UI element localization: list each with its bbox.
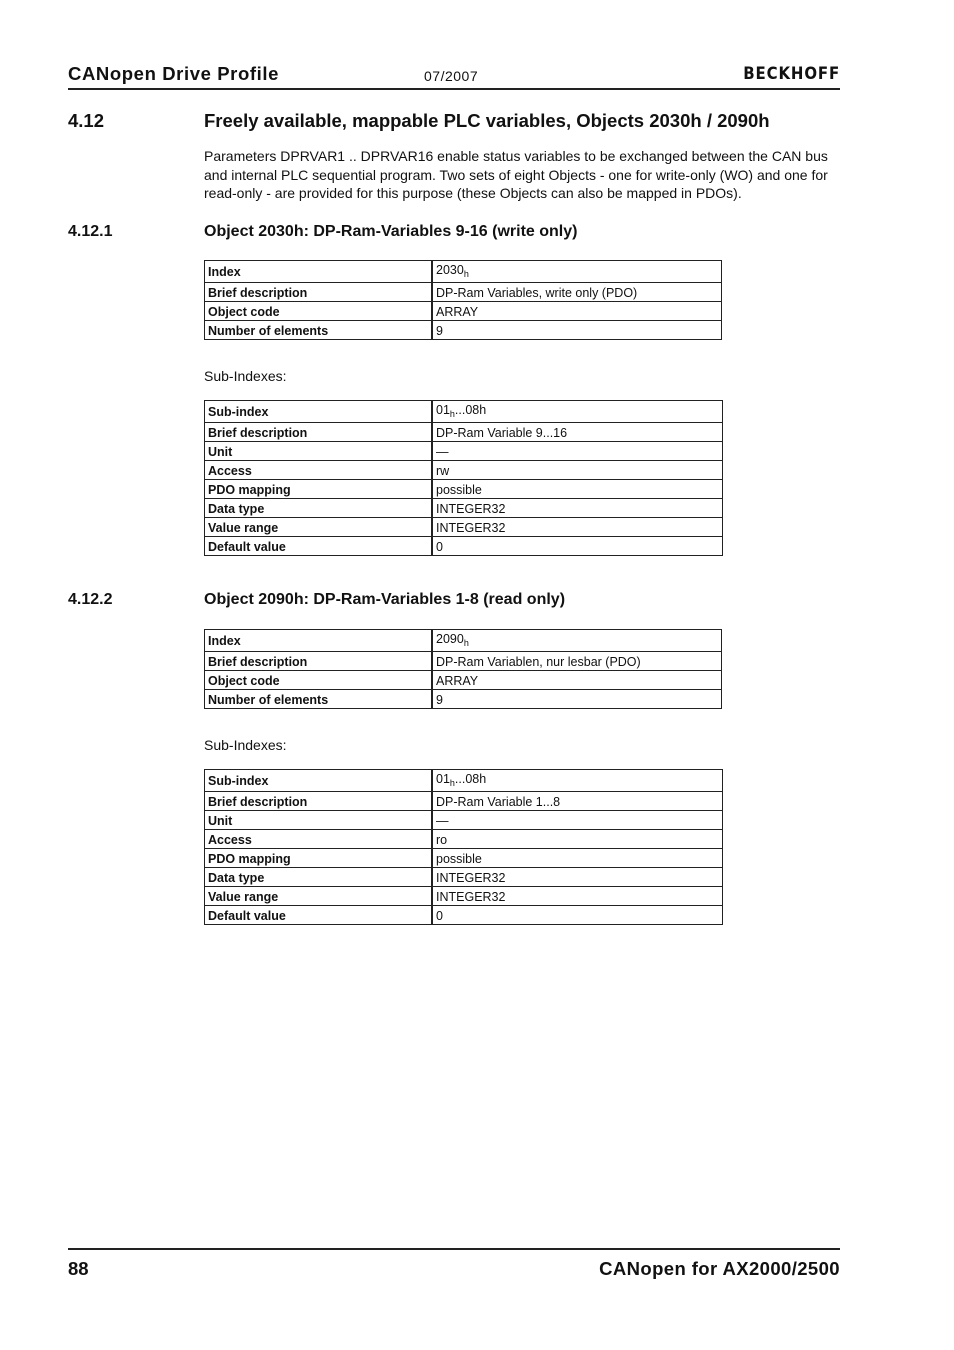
subindex-start: 01 bbox=[436, 772, 450, 786]
row-value: DP-Ram Variable 9...16 bbox=[432, 423, 723, 442]
table-row bbox=[205, 652, 722, 671]
hex-suffix: h bbox=[463, 269, 469, 279]
index-value: 2090 bbox=[436, 632, 464, 646]
row-label: Data type bbox=[205, 499, 433, 518]
row-value: possible bbox=[432, 480, 723, 499]
row-label: Object code bbox=[205, 302, 433, 321]
row-value: INTEGER32 bbox=[432, 868, 723, 887]
page-footer bbox=[68, 1248, 840, 1280]
row-value: INTEGER32 bbox=[432, 499, 723, 518]
table-row bbox=[205, 630, 722, 652]
row-value: 0 bbox=[432, 906, 723, 925]
hex-suffix: h bbox=[449, 409, 455, 419]
table-row bbox=[205, 537, 723, 556]
header-date: 07/2007 bbox=[424, 68, 479, 84]
subindex-table bbox=[204, 400, 723, 556]
sub-indexes-label: Sub-Indexes: bbox=[204, 737, 287, 753]
hex-suffix: h bbox=[463, 638, 469, 648]
row-label: PDO mapping bbox=[205, 849, 433, 868]
row-label: Brief description bbox=[205, 792, 433, 811]
row-label: Sub-index bbox=[205, 770, 433, 792]
table-row bbox=[205, 887, 723, 906]
row-value: ARRAY bbox=[432, 302, 722, 321]
row-value: possible bbox=[432, 849, 723, 868]
row-label: Access bbox=[205, 461, 433, 480]
table-row bbox=[205, 868, 723, 887]
row-value bbox=[432, 401, 723, 423]
table-row bbox=[205, 302, 722, 321]
subindex-end: ...08h bbox=[454, 403, 487, 417]
page-number: 88 bbox=[68, 1258, 89, 1279]
row-label: Data type bbox=[205, 868, 433, 887]
page-header bbox=[68, 62, 840, 90]
row-value: ro bbox=[432, 830, 723, 849]
row-value: DP-Ram Variablen, nur lesbar (PDO) bbox=[432, 652, 722, 671]
row-label: Brief description bbox=[205, 652, 433, 671]
table-row bbox=[205, 849, 723, 868]
table-row bbox=[205, 671, 722, 690]
row-label: Brief description bbox=[205, 423, 433, 442]
table-row bbox=[205, 906, 723, 925]
section-title: Freely available, mappable PLC variables, Objects 2030h / 2090h bbox=[204, 110, 770, 131]
table-row bbox=[205, 461, 723, 480]
row-value: — bbox=[432, 811, 723, 830]
table-row bbox=[205, 423, 723, 442]
index-value: 2030 bbox=[436, 263, 464, 277]
row-value: rw bbox=[432, 461, 723, 480]
row-value bbox=[432, 261, 722, 283]
row-value: DP-Ram Variables, write only (PDO) bbox=[432, 283, 722, 302]
brand-logo: BECKHOFF bbox=[743, 64, 840, 84]
row-label: Number of elements bbox=[205, 690, 433, 709]
subindex-end: ...08h bbox=[454, 772, 487, 786]
hex-suffix: h bbox=[449, 778, 455, 788]
row-value: INTEGER32 bbox=[432, 518, 723, 537]
table-row bbox=[205, 401, 723, 423]
table-row bbox=[205, 283, 722, 302]
table-row bbox=[205, 518, 723, 537]
row-value: INTEGER32 bbox=[432, 887, 723, 906]
row-label: Index bbox=[205, 261, 433, 283]
object-table bbox=[204, 260, 722, 340]
document-title: CANopen for AX2000/2500 bbox=[599, 1258, 840, 1279]
subsection-number: 4.12.1 bbox=[68, 223, 113, 240]
row-value: 0 bbox=[432, 537, 723, 556]
sub-indexes-label: Sub-Indexes: bbox=[204, 368, 287, 384]
row-value: 9 bbox=[432, 690, 722, 709]
subsection-title: Object 2030h: DP-Ram-Variables 9-16 (write only) bbox=[204, 223, 578, 240]
row-value bbox=[432, 630, 722, 652]
table-row bbox=[205, 690, 722, 709]
row-label: Value range bbox=[205, 887, 433, 906]
table-row bbox=[205, 792, 723, 811]
table-row bbox=[205, 811, 723, 830]
row-label: Sub-index bbox=[205, 401, 433, 423]
row-label: Object code bbox=[205, 671, 433, 690]
row-label: Default value bbox=[205, 537, 433, 556]
table-row bbox=[205, 830, 723, 849]
table-row bbox=[205, 261, 722, 283]
table-row bbox=[205, 442, 723, 461]
header-title: CANopen Drive Profile bbox=[68, 63, 279, 84]
section-number: 4.12 bbox=[68, 110, 105, 131]
subindex-table bbox=[204, 769, 723, 925]
row-label: Unit bbox=[205, 811, 433, 830]
row-label: Number of elements bbox=[205, 321, 433, 340]
row-label: Value range bbox=[205, 518, 433, 537]
subsection-title: Object 2090h: DP-Ram-Variables 1-8 (read only) bbox=[204, 591, 566, 608]
subsection-number: 4.12.2 bbox=[68, 591, 113, 608]
object-table bbox=[204, 629, 722, 709]
row-label: PDO mapping bbox=[205, 480, 433, 499]
table-row bbox=[205, 321, 722, 340]
row-value: ARRAY bbox=[432, 671, 722, 690]
row-value bbox=[432, 770, 723, 792]
subindex-start: 01 bbox=[436, 403, 450, 417]
section-paragraph: Parameters DPRVAR1 .. DPRVAR16 enable status variables to be exchanged between the CAN bus and internal PLC sequential program. Two sets of eight Objects - one for write-only (WO) and one for read-only - are provided for this purpose (these Objects can also be mapped in PDOs). bbox=[204, 148, 828, 201]
table-row bbox=[205, 770, 723, 792]
row-value: DP-Ram Variable 1...8 bbox=[432, 792, 723, 811]
row-label: Index bbox=[205, 630, 433, 652]
row-label: Brief description bbox=[205, 283, 433, 302]
row-label: Access bbox=[205, 830, 433, 849]
row-value: 9 bbox=[432, 321, 722, 340]
table-row bbox=[205, 480, 723, 499]
row-value: — bbox=[432, 442, 723, 461]
row-label: Default value bbox=[205, 906, 433, 925]
table-row bbox=[205, 499, 723, 518]
row-label: Unit bbox=[205, 442, 433, 461]
